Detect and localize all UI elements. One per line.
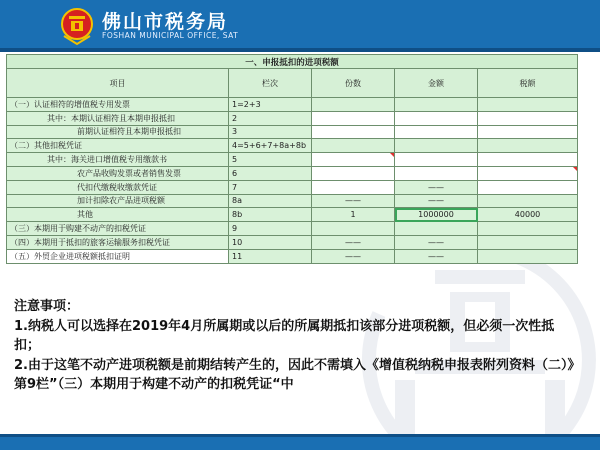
row-line: 8b — [229, 208, 312, 222]
row-tax[interactable] — [478, 125, 578, 139]
row-tax[interactable] — [478, 249, 578, 263]
table-row — [7, 208, 578, 222]
row-line: 2 — [229, 111, 312, 125]
row-tax[interactable]: 40000 — [478, 208, 578, 222]
row-amount[interactable] — [395, 111, 478, 125]
row-item: 其中：海关进口增值税专用缴款书 — [7, 153, 229, 167]
row-line: 9 — [229, 222, 312, 236]
row-line: 1=2+3 — [229, 98, 312, 112]
col-header-count: 份数 — [312, 69, 395, 98]
row-amount[interactable] — [395, 166, 478, 180]
row-count[interactable] — [312, 166, 395, 180]
table-row — [7, 194, 578, 208]
row-tax[interactable] — [478, 139, 578, 153]
row-item: 其中：本期认证相符且本期申报抵扣 — [7, 111, 229, 125]
row-count: —— — [312, 235, 395, 249]
footer-bar — [0, 434, 600, 450]
row-tax[interactable] — [478, 166, 578, 180]
row-line: 5 — [229, 153, 312, 167]
table-row — [7, 222, 578, 236]
row-line: 3 — [229, 125, 312, 139]
row-count[interactable] — [312, 139, 395, 153]
table-row — [7, 125, 578, 139]
notes-item-1: 1.纳税人可以选择在2019年4月所属期或以后的所属期抵扣该部分进项税额，但必须一次性抵扣； — [14, 318, 555, 353]
table-row — [7, 166, 578, 180]
table-row — [7, 139, 578, 153]
row-line: 11 — [229, 249, 312, 263]
row-amount[interactable] — [395, 98, 478, 112]
row-item: （一）认证相符的增值税专用发票 — [7, 98, 229, 112]
row-tax[interactable] — [478, 222, 578, 236]
table-row — [7, 180, 578, 194]
row-line: 8a — [229, 194, 312, 208]
tax-emblem-icon — [60, 6, 94, 46]
row-count[interactable] — [312, 222, 395, 236]
deduction-table — [6, 54, 578, 264]
org-name-cn: 佛山市税务局 — [102, 11, 229, 33]
header-banner — [0, 0, 600, 52]
table-title-row — [7, 55, 578, 69]
row-item: （四）本期用于抵扣的旅客运输服务扣税凭证 — [7, 235, 229, 249]
row-count[interactable]: 1 — [312, 208, 395, 222]
table-header-row — [7, 69, 578, 98]
col-header-line: 栏次 — [229, 69, 312, 98]
row-item: 农产品收购发票或者销售发票 — [7, 166, 229, 180]
notes-item-2: 2.由于这笔不动产进项税额是前期结转产生的，因此不需填入《增值税纳税申报表附列资料（二）》第9栏”（三）本期用于构建不动产的扣税凭证“中 — [14, 357, 574, 392]
row-item: （二）其他扣税凭证 — [7, 139, 229, 153]
table-row — [7, 153, 578, 167]
row-tax[interactable] — [478, 98, 578, 112]
row-count[interactable] — [312, 180, 395, 194]
row-line: 10 — [229, 235, 312, 249]
row-amount: —— — [395, 235, 478, 249]
row-amount[interactable] — [395, 139, 478, 153]
table-row — [7, 249, 578, 263]
row-tax[interactable] — [478, 180, 578, 194]
row-tax[interactable] — [478, 235, 578, 249]
row-line: 6 — [229, 166, 312, 180]
row-count: —— — [312, 194, 395, 208]
row-amount-selected[interactable]: 1000000 — [395, 208, 478, 222]
row-tax[interactable] — [478, 111, 578, 125]
footer-stripe — [0, 434, 600, 437]
row-amount: —— — [395, 194, 478, 208]
row-amount: —— — [395, 249, 478, 263]
row-amount[interactable] — [395, 153, 478, 167]
col-header-amount: 金额 — [395, 69, 478, 98]
row-item: （五）外贸企业进项税额抵扣证明 — [7, 249, 229, 263]
row-item: 加计扣除农产品进项税额 — [7, 194, 229, 208]
row-count[interactable] — [312, 153, 395, 167]
row-item: 其他 — [7, 208, 229, 222]
row-tax[interactable] — [478, 194, 578, 208]
table-title: 一、申报抵扣的进项税额 — [7, 55, 578, 69]
row-amount[interactable] — [395, 222, 478, 236]
row-amount: —— — [395, 180, 478, 194]
row-tax[interactable] — [478, 153, 578, 167]
row-count[interactable] — [312, 125, 395, 139]
col-header-tax: 税额 — [478, 69, 578, 98]
table-row — [7, 111, 578, 125]
row-count[interactable] — [312, 98, 395, 112]
row-line: 4=5+6+7+8a+8b — [229, 139, 312, 153]
row-count[interactable] — [312, 111, 395, 125]
notes-heading: 注意事项： — [14, 299, 80, 314]
notes-section — [14, 297, 574, 395]
row-item: 前期认证相符且本期申报抵扣 — [7, 125, 229, 139]
table-row — [7, 235, 578, 249]
table-row — [7, 98, 578, 112]
row-amount[interactable] — [395, 125, 478, 139]
header-stripe — [0, 48, 600, 52]
org-name-en: FOSHAN MUNICIPAL OFFICE, SAT — [102, 31, 239, 40]
col-header-item: 项目 — [7, 69, 229, 98]
row-count: —— — [312, 249, 395, 263]
row-item: （三）本期用于购建不动产的扣税凭证 — [7, 222, 229, 236]
row-line: 7 — [229, 180, 312, 194]
row-item: 代扣代缴税收缴款凭证 — [7, 180, 229, 194]
